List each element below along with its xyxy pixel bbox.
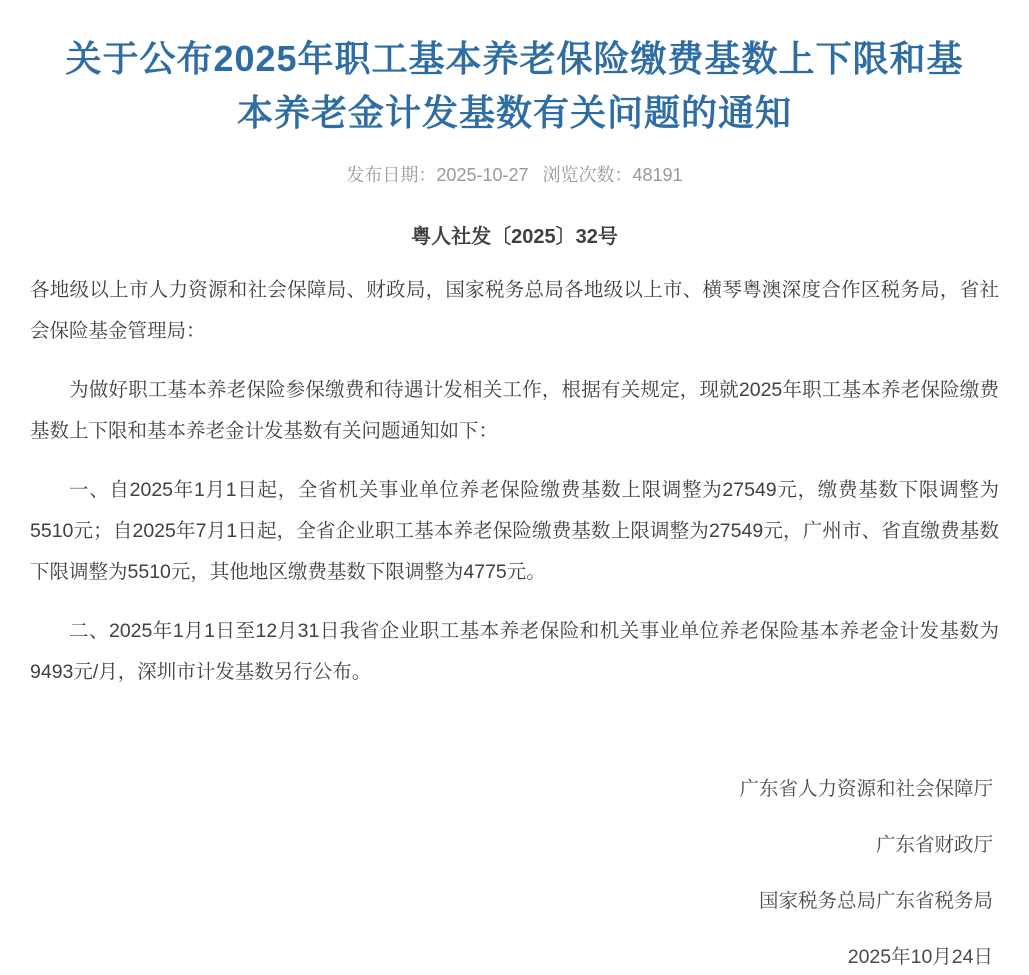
paragraph-item-2: 二、2025年1月1日至12月31日我省企业职工基本养老保险和机关事业单位养老保险基本养老金计发基数为9493元/月，深圳市计发基数另行公布。: [30, 620, 999, 683]
signature-block: [30, 769, 999, 975]
publish-date-label: 发布日期：: [346, 165, 437, 185]
views-value: 48191: [632, 165, 683, 185]
paragraph-item-1: 一、自2025年1月1日起，全省机关事业单位养老保险缴费基数上限调整为27549元，缴费基数下限调整为5510元；自2025年7月1日起，全省企业职工基本养老保险缴费基数上限调整为27549元，广州市、省直缴费基数下限调整为5510元，其他地区缴费基数下限调整为4775元。: [30, 479, 999, 583]
signature-org-finance: 广东省财政厅: [875, 834, 993, 856]
salutation-line: 各地级以上市人力资源和社会保障局、财政局，国家税务总局各地级以上市、横琴粤澳深度合作区税务局，省社会保险基金管理局：: [30, 279, 999, 342]
document-number: 粤人社发〔2025〕32号: [411, 226, 618, 248]
signature-org-hrss: 广东省人力资源和社会保障厅: [739, 778, 993, 800]
publish-date-value: 2025-10-27: [436, 165, 529, 185]
paragraph-intro: 为做好职工基本养老保险参保缴费和待遇计发相关工作，根据有关规定，现就2025年职工基本养老保险缴费基数上下限和基本养老金计发基数有关问题通知如下：: [30, 379, 999, 442]
page-title: 关于公布2025年职工基本养老保险缴费基数上下限和基本养老金计发基数有关问题的通知: [65, 38, 964, 133]
meta-line: [30, 162, 999, 188]
signature-org-tax: 国家税务总局广东省税务局: [758, 890, 993, 912]
signature-date: 2025年10月24日: [847, 946, 993, 968]
views-label: 浏览次数：: [542, 165, 633, 185]
